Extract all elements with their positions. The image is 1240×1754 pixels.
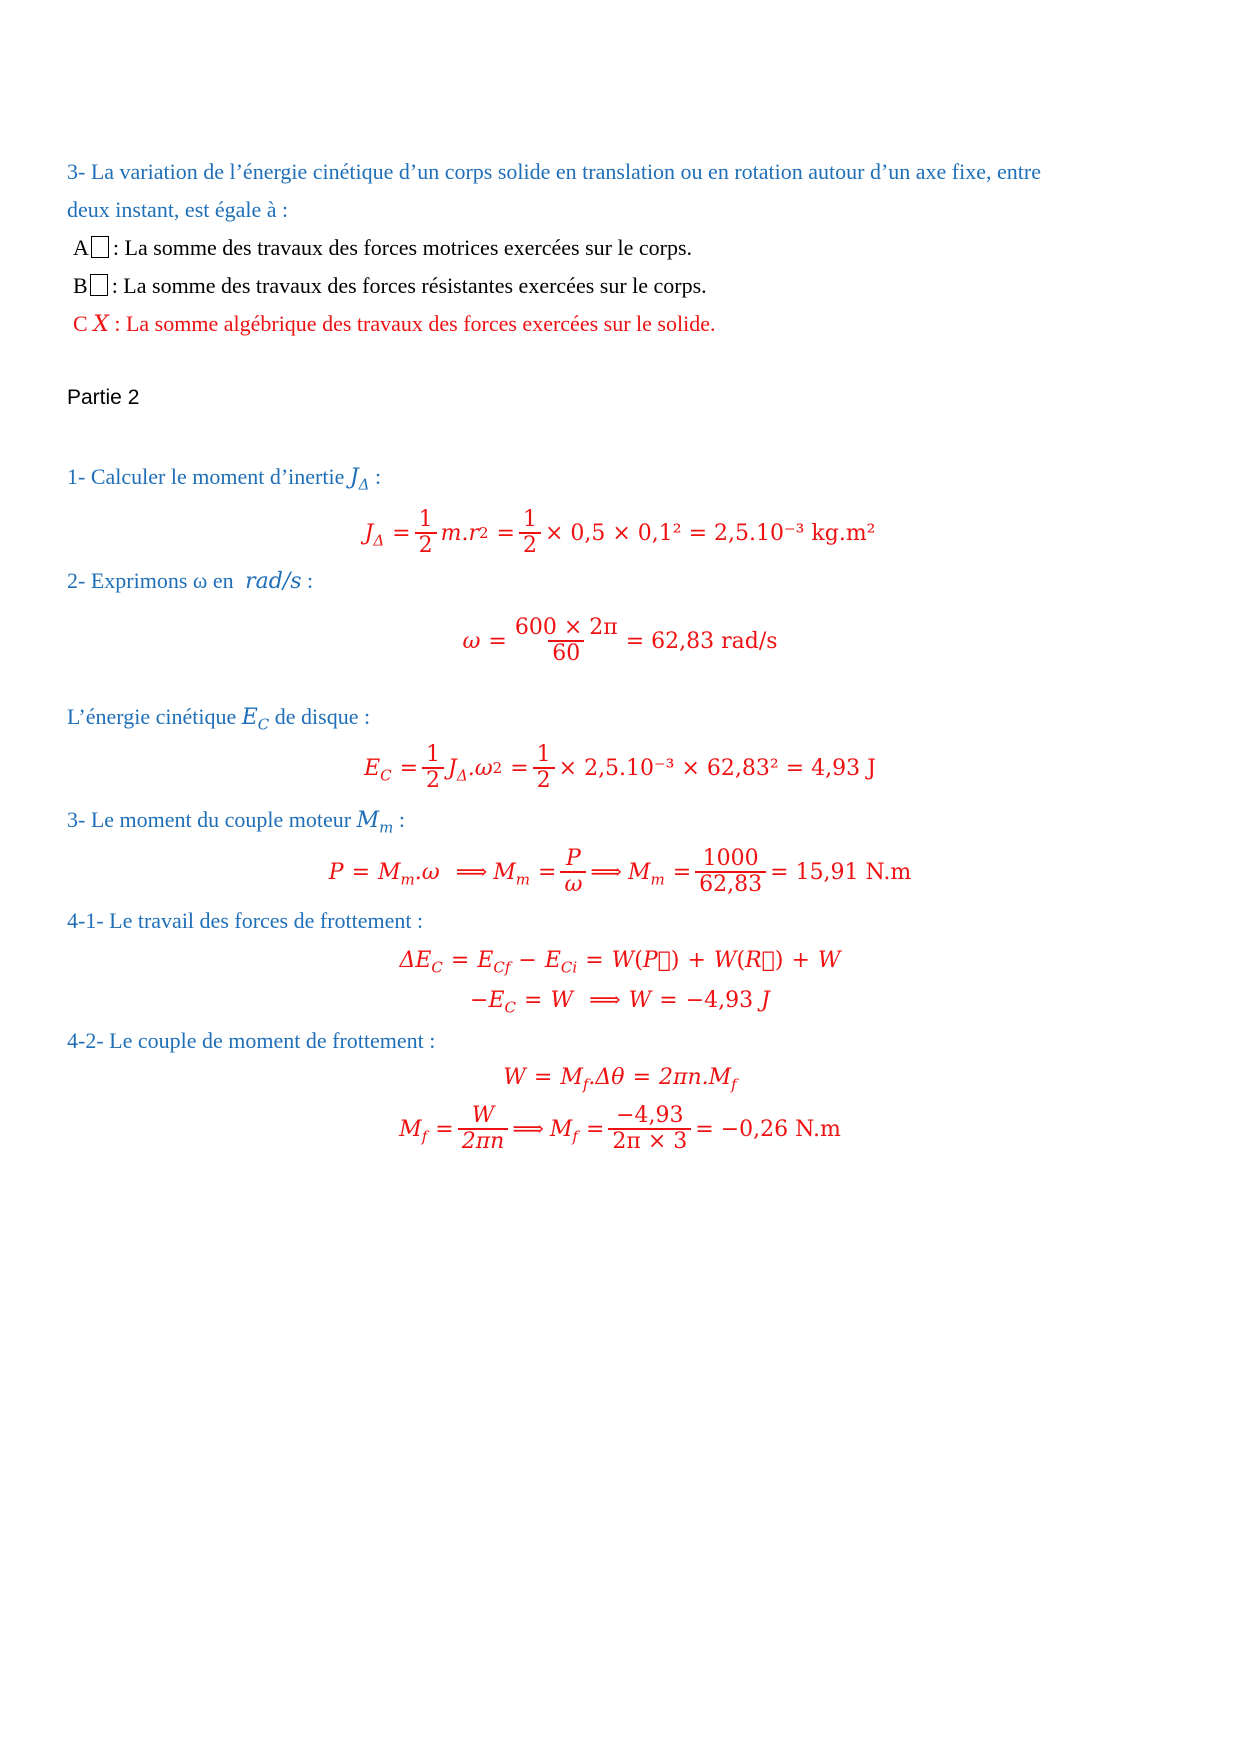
mf-num1: W (471, 1103, 495, 1128)
option-a-letter: A (73, 235, 89, 260)
s3-label: 3- Le moment du couple moteur (67, 807, 352, 832)
option-b-letter: B (73, 273, 88, 298)
option-c-text: : La somme algébrique des travaux des forces exercées sur le solide. (114, 311, 716, 336)
eq-work-line2: − $E_C$ = W ⟹ W = −4,93 J (470, 988, 770, 1017)
option-b (73, 272, 707, 300)
option-b-checkbox[interactable] (90, 274, 108, 296)
option-c-letter: C (73, 311, 88, 336)
p-result: = 15,91 N.m (770, 859, 912, 885)
partie2-heading: Partie 2 (67, 386, 140, 409)
omega-numerator: 600 × 2π (514, 615, 618, 640)
mf-den2: 2π × 3 (608, 1128, 691, 1154)
eq-inertia-result: × 0,5 × 0,1² = 2,5.10⁻³ kg.m² (544, 520, 876, 546)
ec-label: L’énergie cinétique (67, 704, 237, 729)
s1-label-line: 1- Calculer le moment d’inertie $J_\Delta$ : (67, 464, 382, 494)
s42-label: 4-2- Le couple de moment de frottement : (67, 1028, 436, 1053)
omega-denominator: 60 (548, 640, 584, 666)
p-numerator: 1000 (702, 846, 759, 871)
mf-num2: −4,93 (616, 1103, 684, 1128)
s3-label-line: 3- Le moment du couple moteur $M_m$ : (67, 807, 405, 837)
eq-work-line1: $\Delta E_C$ = $E_{Cf}$ − $E_{Ci}$ = W ( P⃗ ) + W ( R⃗ ) + W (399, 948, 841, 977)
mf-den1: 2πn (458, 1128, 509, 1154)
eq-inertia: $J_\Delta$ = $\frac{1}{2}$ m.r 2 = $\frac{1}{2}$ × 0,5 × 0,1² = 2,5.10⁻³ kg.m² (364, 507, 876, 558)
option-a-text: : La somme des travaux des forces motrices exercées sur le corps. (112, 235, 693, 260)
p-denominator: 62,83 (695, 871, 766, 897)
ec-result: × 2,5.10⁻³ × 62,83² = 4,93 J (558, 755, 876, 781)
option-a-checkbox[interactable] (91, 236, 109, 258)
s2-label-line: 2- Exprimons ω en rad/s : (67, 568, 314, 594)
mf-result: = −0,26 N.m (695, 1116, 841, 1142)
s1-label: 1- Calculer le moment d’inertie (67, 464, 345, 489)
ec-label-end: de disque : (274, 704, 371, 729)
s2-label: 2- Exprimons ω en (67, 568, 234, 593)
q3-title-line1: 3- La variation de l’énergie cinétique d’un corps solide en translation ou en rotation autour d’un axe fixe, entre (67, 159, 1041, 184)
option-c-mark: X (93, 312, 109, 337)
s2-unit: rad/s (245, 569, 302, 594)
eq-omega: ω = $\frac{600 \times 2\pi}{60}$ = 62,83 rad/s (462, 615, 778, 666)
ec-label-line: L’énergie cinétique $E_C$ de disque : (67, 704, 371, 734)
s41-label: 4-1- Le travail des forces de frottement : (67, 908, 424, 933)
eq-moteur: P = $M_m.\omega$ ⟹ $M_m$ = $\frac{P}{\omega}$ ⟹ $M_m$ = $\frac{1000}{62,83}$ = 15,91 N.m (328, 846, 912, 897)
option-b-text: : La somme des travaux des forces résistantes exercées sur le corps. (111, 273, 707, 298)
eq-friction-line2: $M_f$ = $\frac{W}{2\pi n}$ ⟹ $M_f$ = $\frac{-4,93}{2\pi \times 3}$ = −0,26 N.m (399, 1103, 841, 1154)
option-a (73, 234, 692, 262)
q3-title-line2: deux instant, est égale à : (67, 197, 289, 222)
option-c (73, 310, 715, 339)
eq-friction-line1: W = $M_f.\Delta\theta$ = $2\pi n.M_f$ (503, 1065, 737, 1094)
eq-ec: $E_C$ = $\frac{1}{2}$ $J_\Delta.\omega$ 2 = $\frac{1}{2}$ × 2,5.10⁻³ × 62,83² = 4,93 J (364, 742, 876, 793)
omega-result: = 62,83 rad/s (625, 628, 778, 654)
